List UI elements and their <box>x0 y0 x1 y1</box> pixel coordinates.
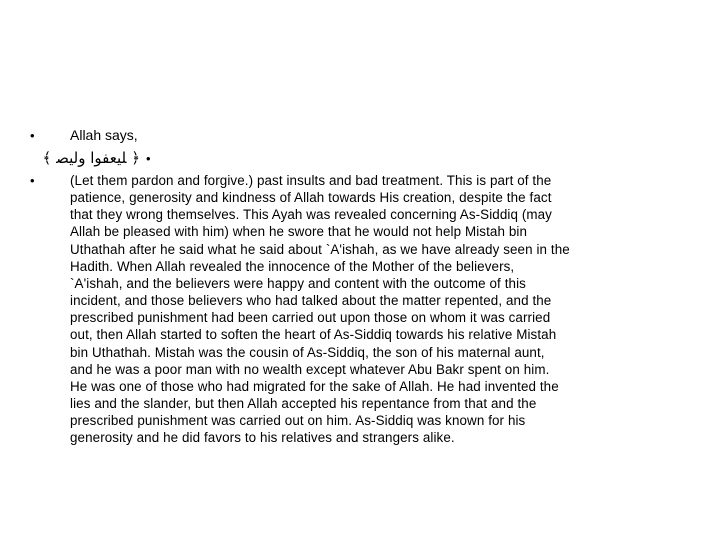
bullet-item-tafsir-paragraph <box>0 172 720 462</box>
bullet-item-allah-says <box>0 127 720 145</box>
paragraph-line: incident, and those believers who had talked about the matter repented, and the <box>70 293 552 309</box>
paragraph-line: out, then Allah started to soften the heart of As-Siddiq towards his relative Mistah <box>70 327 557 343</box>
bullet-text: Allah says, <box>70 127 138 143</box>
tafsir-paragraph <box>70 172 710 447</box>
paragraph-line: Allah be pleased with him) when he swore that he would not help Mistah bin <box>70 224 527 240</box>
bullet-marker: • <box>146 151 151 166</box>
paragraph-line: patience, generosity and kindness of Allah towards His creation, despite the fact <box>70 190 552 206</box>
bullet-item-arabic-verse <box>0 148 720 170</box>
paragraph-line: bin Uthathah. Mistah was the cousin of As-Siddiq, the son of his maternal aunt, <box>70 344 545 360</box>
paragraph-line: Hadith. When Allah revealed the innocence of the Mother of the believers, <box>70 258 515 274</box>
bullet-marker: • <box>30 173 35 188</box>
arabic-verse-text: ﴿ ﻠﻴﻌﻔﻮﺍ ﻭﻟﻴﺼ ﴾ <box>42 149 140 167</box>
paragraph-line: He was one of those who had migrated for the sake of Allah. He had invented the <box>70 378 559 394</box>
paragraph-line: Uthathah after he said what he said about `A'ishah, as we have already seen in the <box>70 241 570 257</box>
paragraph-line: prescribed punishment had been carried out upon those on whom it was carried <box>70 310 551 326</box>
paragraph-line: generosity and he did favors to his relatives and strangers alike. <box>70 430 455 446</box>
paragraph-line: `A'ishah, and the believers were happy and content with the outcome of this <box>70 275 526 291</box>
paragraph-line: that they wrong themselves. This Ayah was revealed concerning As-Siddiq (may <box>70 207 552 223</box>
paragraph-line: and he was a poor man with no wealth except whatever Abu Bakr spent on him. <box>70 361 550 377</box>
paragraph-line: lies and the slander, but then Allah accepted his repentance from that and the <box>70 396 537 412</box>
bullet-marker: • <box>30 128 35 143</box>
paragraph-line: prescribed punishment was carried out on him. As-Siddiq was known for his <box>70 413 526 429</box>
paragraph-line: (Let them pardon and forgive.) past insults and bad treatment. This is part of the <box>70 173 552 188</box>
